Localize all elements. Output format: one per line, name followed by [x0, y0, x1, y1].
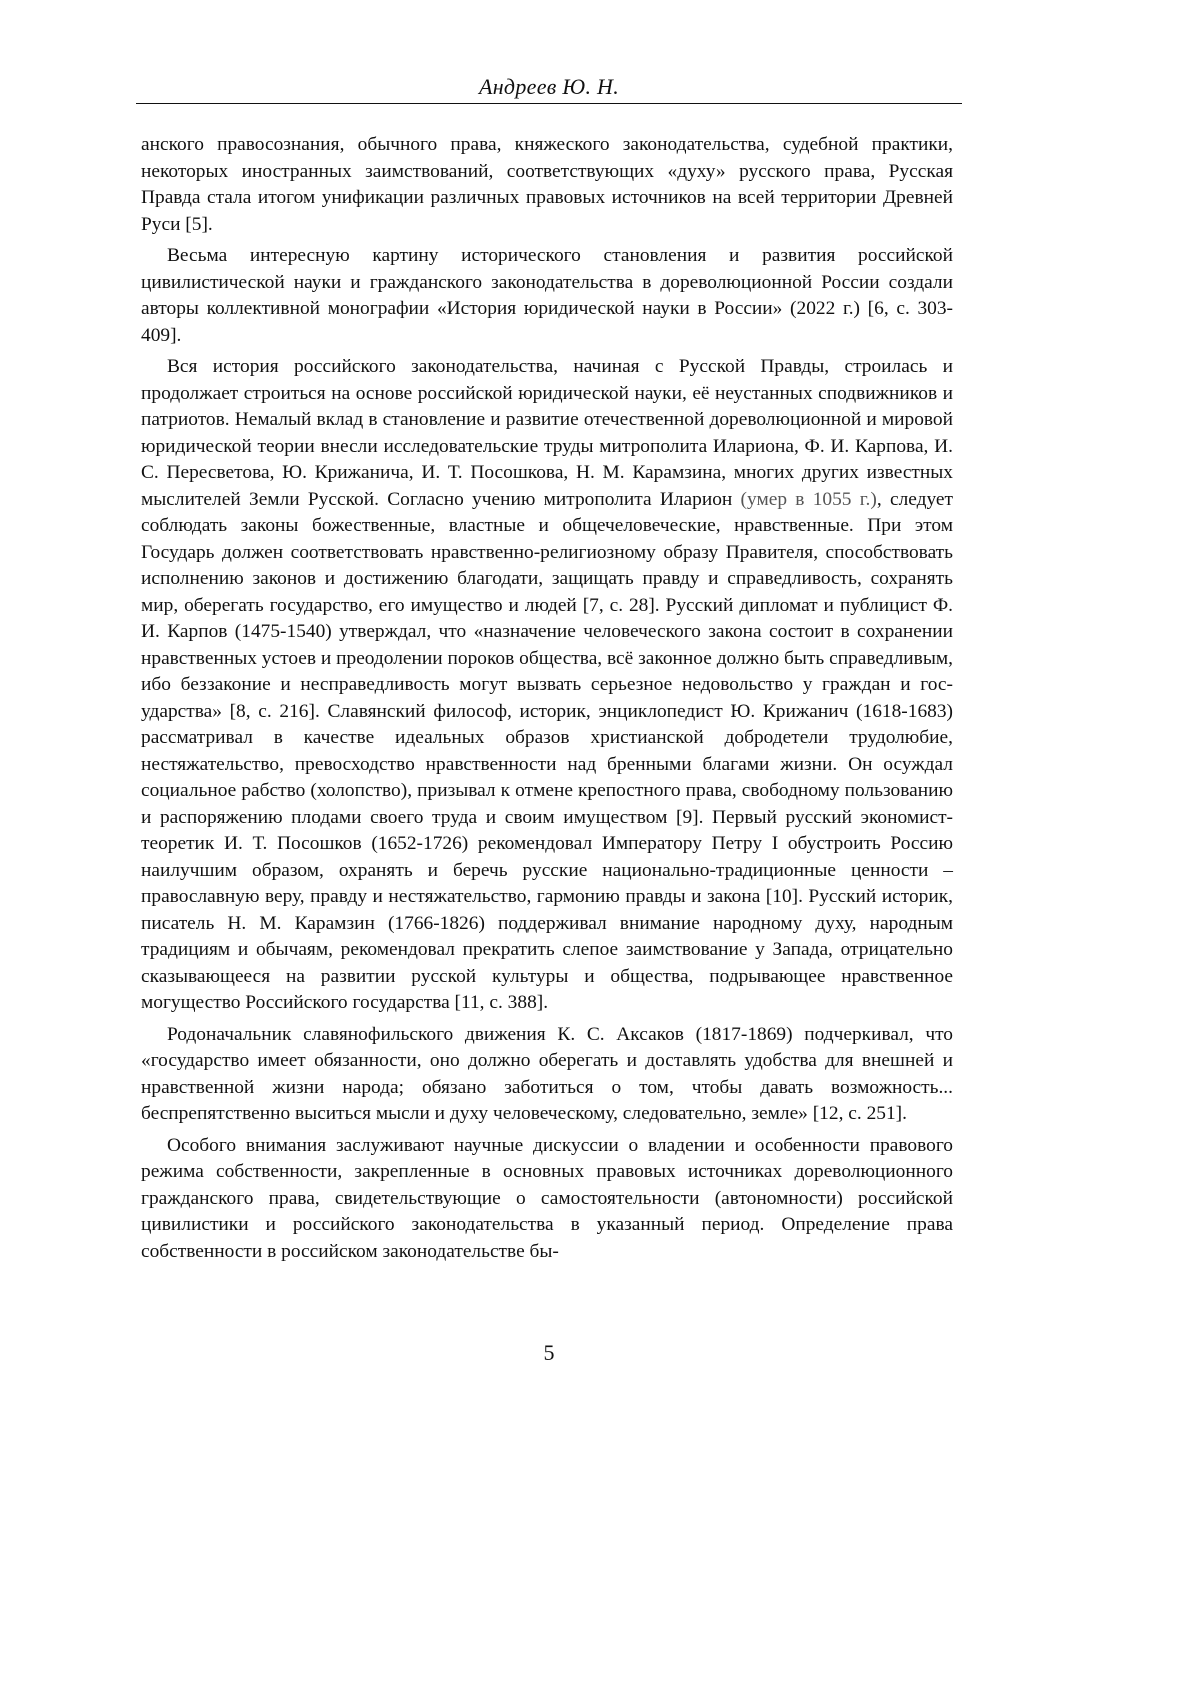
paragraph: Весьма интересную картину исторического становления и развития российской цивилистической науки и гражданского законодательства в дореволюционной Рос­сии создали авторы коллективной монографии «История юридической науки в Рос­сии» (2022 г.) [6, с. 303-409].	[141, 243, 953, 349]
running-head-author: Андреев Ю. Н.	[136, 74, 962, 100]
page-number: 5	[136, 1340, 962, 1366]
paragraph-text: Вся история российского законодательства, начиная с Русской Правды, строи­лась и продолжает строиться на основе российской юридической науки, её неустан­ных сподвижников и патриотов. Немалый вклад в становление и развитие отече­ственной дореволюционной и мировой юридической теории внесли исследователь­ские труды митрополита Илариона, Ф. И. Карпова, И. С. Пересветова, Ю. Крижани­ча, И. Т. Посошкова, Н. М. Карамзина, многих других известных мыслителей Земли Русской. Согласно учению митрополита Иларион	[141, 356, 953, 510]
paragraph-continued: анского правосознания, обычного права, княжеского законодательства, судебной практики, некоторых иностранных заимствований, соответствующих «духу» рус­ского права, Русская Правда стала итогом унификации различных правовых источ­ников на всей территории Древней Руси [5].	[141, 132, 953, 238]
paragraph	[141, 354, 953, 1017]
header-rule	[136, 103, 962, 104]
paragraph-text: , следует соблю­дать законы божественные, властные и общечеловеческие, нравственные. При этом Государь должен соответствовать нравственно-религиозному образу Правителя, способствовать исполнению законов и достижению благодати, защищать правду и справедливость, сохранять мир, оберегать государство, его имущество и людей [7, с. 28]. Русский дипломат и публицист Ф. И. Карпов (1475-1540) утверждал, что «назначение человеческого закона состоит в сохранении нравственных устоев и преодолении пороков общества, всё законное должно быть справедливым, ибо без­законие и несправедливость могут вызвать серьезное недовольство у граждан и гос­ударства» [8, с. 216]. Славянский философ, историк, энциклопедист Ю. Крижанич (1618-1683) рассматривал в качестве идеальных образов христианской добродетели трудолюбие, нестяжательство, превосходство нравственности над бренными блага­ми жизни. Он осуждал социальное рабство (холопство), призывал к отмене кре­постного права, свободному пользованию и распоряжению плодами своего труда и своим имуществом [9]. Первый русский экономист-теоретик И. Т. Посошков (1652-1726) рекомендовал Императору Петру I обустроить Россию наилучшим образом, охранять и беречь русские национально-традиционные ценности – православную веру, правду и нестяжательство, гармонию правды и закона [10]. Русский историк, писатель Н. М. Карамзин (1766-1826) поддерживал внимание народному духу, народным традициям и обычаям, рекомендовал прекратить слепое заимствование у Запада, отрицательно сказывающееся на развитии русской культуры и общества, подрывающее нравственное могущество Российского государства [11, с. 388].	[141, 489, 953, 1014]
journal-page	[0, 0, 1200, 1697]
paragraph: Особого внимания заслуживают научные дискуссии о владении и особенности правового режима собственности, закрепленные в основных правовых источниках дореволюционного гражданского права, свидетельствующие о самостоятельности (автономности) российской цивилистики и российского законодательства в указан­ный период. Определение права собственности в российском законодательстве бы-	[141, 1133, 953, 1266]
article-body	[141, 132, 953, 1270]
paragraph: Родоначальник славянофильского движения К. С. Аксаков (1817-1869) подчер­кивал, что «государство имеет обязанности, оно должно оберегать и доставлять удобства для внешней и нравственной жизни народа; обязано заботиться о том, что­бы давать возможность... беспрепятственно выситься мысли и духу человеческому, следовательно, земле» [12, с. 251].	[141, 1022, 953, 1128]
death-date-note: (умер в 1055 г.)	[741, 489, 877, 510]
